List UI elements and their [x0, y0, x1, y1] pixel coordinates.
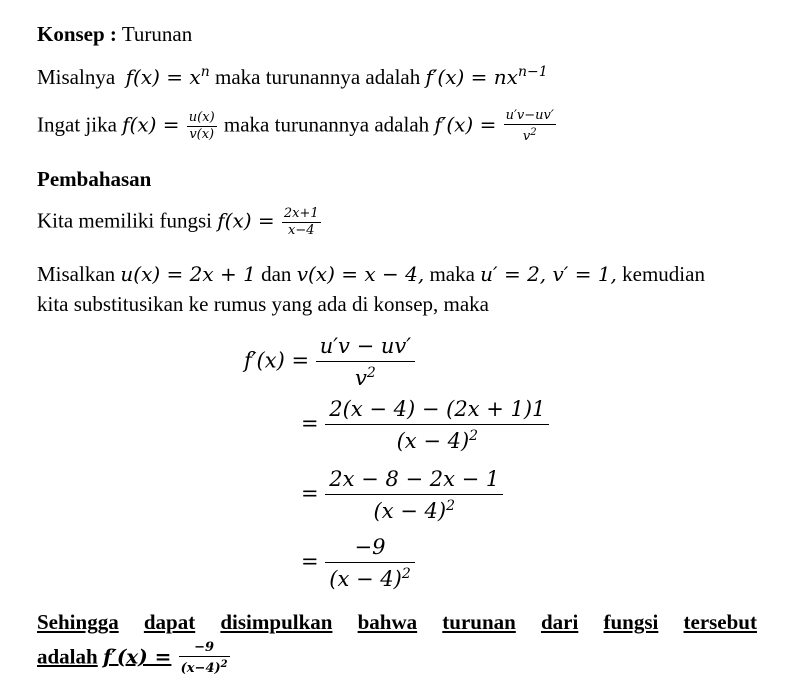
- given-prefix: Kita memiliki fungsi: [37, 208, 212, 233]
- quotient-rule-derivative-lhs: f′(x) =: [434, 112, 497, 137]
- step-3: [301, 467, 503, 523]
- quotient-rule-fraction: $\frac{u(x)}{v(x)}$: [188, 110, 215, 142]
- conclusion-line-1: Sehingga dapat disimpulkan bahwa turunan dari fungsi tersebut: [37, 610, 757, 634]
- step-4-lhs: =: [301, 549, 319, 574]
- quotient-rule-lhs: f(x) =: [122, 112, 180, 137]
- quotient-rule-mid: maka turunannya adalah: [223, 112, 430, 137]
- step-2-lhs: =: [301, 411, 319, 436]
- v-definition: v(x) = x − 4,: [296, 262, 425, 286]
- step-1-lhs: f′(x) =: [244, 348, 310, 373]
- discussion-heading: Pembahasan: [37, 167, 152, 191]
- conclusion-fraction: $\frac{-9}{(x-4)^2}$: [180, 640, 228, 676]
- power-rule-prefix: Misalnya: [37, 65, 116, 89]
- given-lhs: f(x) =: [217, 208, 275, 233]
- quotient-rule-derivative-fraction: $\frac{u'v-uv'}{v^2}$: [505, 108, 554, 144]
- step-1: [244, 334, 415, 390]
- derivatives-uv: u′ = 2, v′ = 1,: [480, 262, 617, 286]
- given-fraction: $\frac{2x+1}{x-4}$: [283, 206, 319, 238]
- given-function-line: [37, 206, 323, 239]
- concept-line: [37, 22, 192, 47]
- substitution-line-2: kita substitusikan ke rumus yang ada di konsep, maka: [37, 292, 490, 316]
- conclusion-line-2: [37, 640, 232, 677]
- step-4: [301, 535, 415, 591]
- step-3-lhs: =: [301, 481, 319, 506]
- step-2-fraction: $\frac{2(x - 4) - (2x + 1)1}{(x - 4)^2}$: [325, 397, 549, 453]
- u-definition: u(x) = 2x + 1: [120, 262, 256, 286]
- step-1-fraction: $\frac{u'v - uv'}{v^2}$: [316, 334, 415, 390]
- conclusion-word: adalah: [37, 644, 98, 669]
- step-3-fraction: $\frac{2x - 8 - 2x - 1}{(x - 4)^2}$: [325, 467, 503, 523]
- step-4-fraction: $\frac{-9}{(x - 4)^2}$: [325, 535, 414, 591]
- power-rule-derivative: $f'(x) = nx^{n-1}$: [425, 64, 548, 89]
- power-rule-line: [37, 64, 548, 90]
- conclusion-lhs: f′(x) =: [102, 644, 172, 669]
- power-rule-mid: maka turunannya adalah: [214, 65, 421, 89]
- step-2: [301, 397, 549, 453]
- concept-topic: Turunan: [121, 22, 193, 46]
- concept-label: Konsep :: [37, 22, 117, 46]
- quotient-rule-line: [37, 108, 558, 145]
- substitution-line-1: Misalkan u(x) = 2x + 1 dan v(x) = x − 4, maka u′ = 2, v′ = 1, kemudian: [37, 262, 705, 286]
- quotient-rule-prefix: Ingat jika: [37, 112, 117, 137]
- power-rule-function: $f(x) = x^n$: [125, 64, 210, 89]
